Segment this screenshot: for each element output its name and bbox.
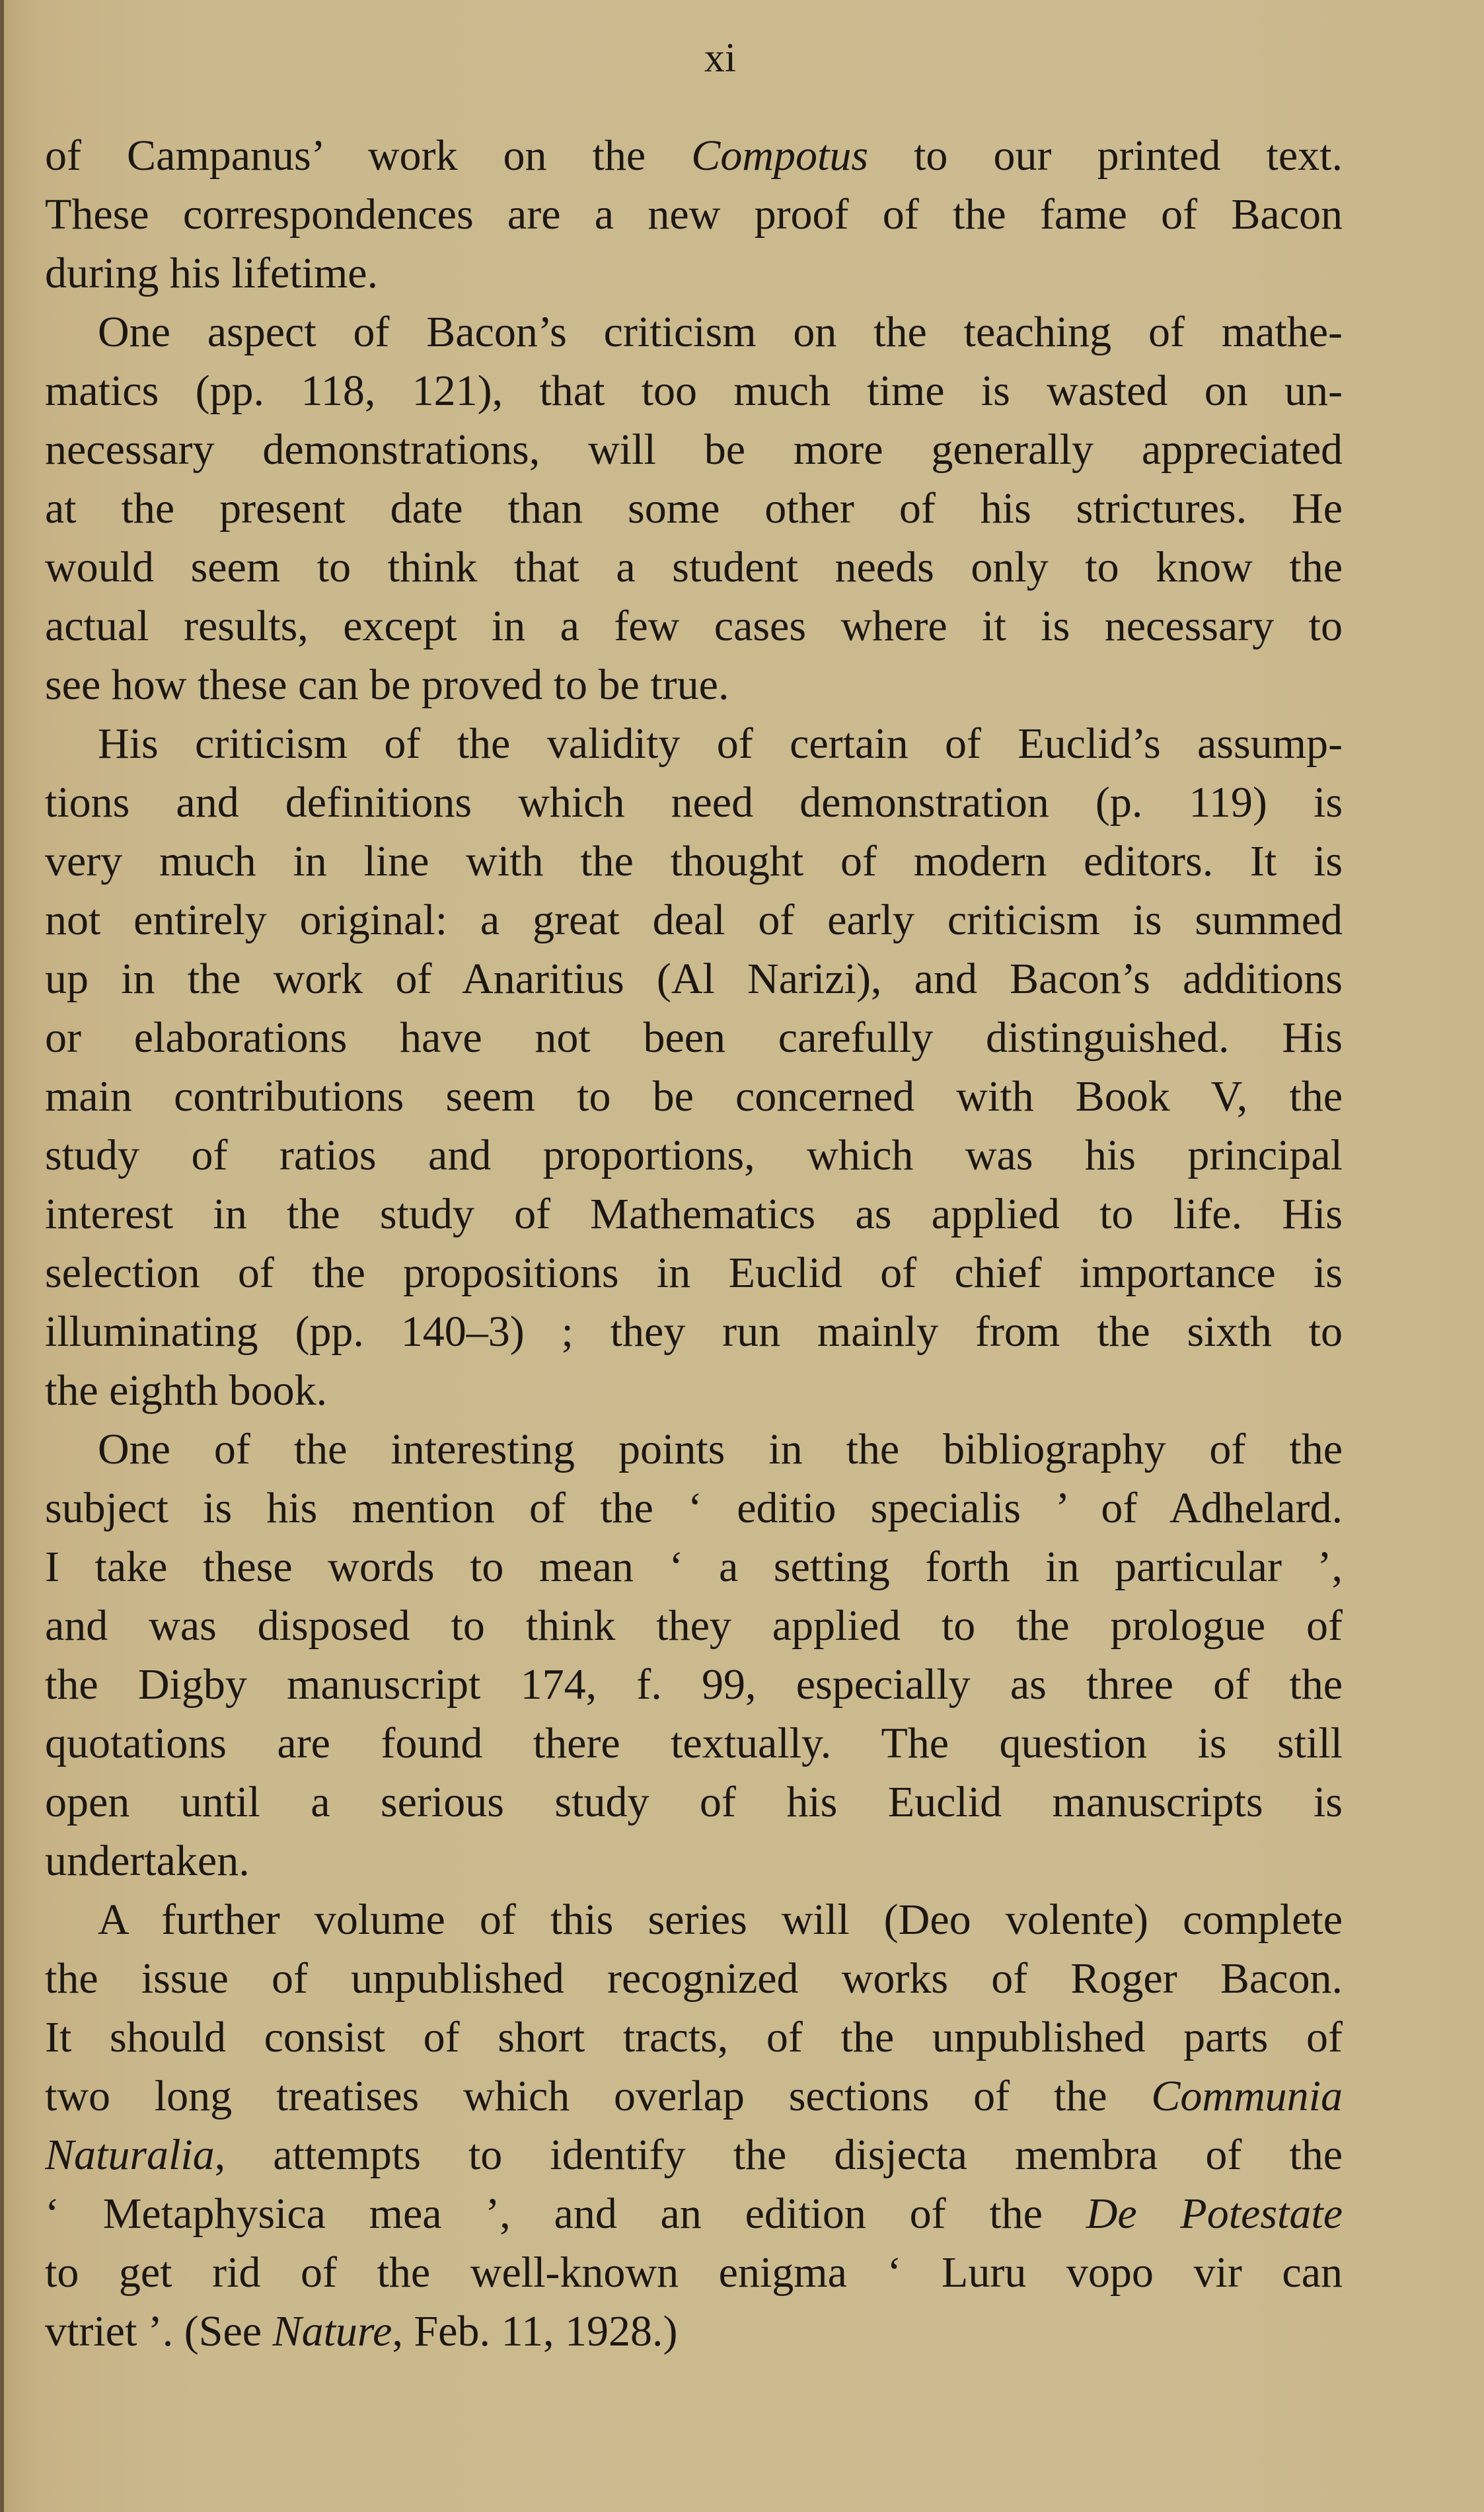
text-line	[45, 479, 1343, 538]
text-segment: the issue of unpublished recognized works of Roger Bacon.	[45, 1954, 1343, 2003]
body-text	[45, 126, 1343, 2361]
text-segment: actual results, except in a few cases where it is necessary to	[45, 602, 1343, 650]
text-line	[45, 1243, 1343, 1302]
text-segment: to our printed text.	[868, 131, 1343, 180]
page-edge	[0, 0, 4, 2512]
text-segment: quotations are found there textually. The question is still	[45, 1719, 1343, 1767]
text-segment: study of ratios and proportions, which was his principal	[45, 1131, 1343, 1179]
text-segment: These correspondences are a new proof of the fame of Bacon	[45, 190, 1343, 239]
italic-text: De Potestate	[1086, 2190, 1343, 2238]
text-line	[45, 1596, 1343, 1655]
text-line	[45, 2067, 1343, 2125]
text-segment: It should consist of short tracts, of the unpublished parts of	[45, 2013, 1343, 2061]
italic-text: Naturalia	[45, 2131, 215, 2179]
text-line	[45, 361, 1343, 420]
text-segment: subject is his mention of the ‘ editio specialis ’ of Adhelard.	[45, 1484, 1343, 1532]
text-line	[45, 185, 1343, 244]
text-segment: very much in line with the thought of modern editors. It is	[45, 837, 1343, 885]
text-line	[45, 1126, 1343, 1185]
text-line	[45, 1949, 1343, 2008]
text-line	[45, 2125, 1343, 2184]
page-number-text: xi	[704, 36, 737, 81]
text-line	[45, 2008, 1343, 2067]
text-segment: would seem to think that a student needs only to know the	[45, 543, 1343, 591]
text-segment: , Feb. 11, 1928.)	[392, 2307, 678, 2355]
text-segment: two long treatises which overlap sections of the	[45, 2072, 1152, 2120]
text-line	[45, 655, 1343, 714]
text-segment: during his lifetime.	[45, 249, 379, 297]
text-line	[45, 832, 1343, 891]
text-segment: illuminating (pp. 140–3) ; they run mainly from the sixth to	[45, 1308, 1343, 1356]
text-segment: tions and definitions which need demonstration (p. 119) is	[45, 778, 1343, 827]
text-line	[45, 1361, 1343, 1420]
italic-text: Communia	[1151, 2072, 1343, 2120]
text-segment: the Digby manuscript 174, f. 99, especially as three of the	[45, 1660, 1343, 1709]
text-line	[45, 1773, 1343, 1831]
text-line	[45, 2184, 1343, 2243]
text-line	[45, 597, 1343, 655]
text-line	[45, 1420, 1343, 1479]
text-line	[45, 2302, 1343, 2361]
text-segment: open until a serious study of his Euclid manuscripts is	[45, 1778, 1343, 1826]
text-line	[45, 891, 1343, 949]
text-line	[45, 949, 1343, 1008]
text-line	[45, 244, 1343, 303]
text-segment: and was disposed to think they applied to the prologue of	[45, 1602, 1343, 1650]
text-segment: or elaborations have not been carefully distinguished. His	[45, 1014, 1343, 1062]
text-segment: , attempts to identify the disjecta membra of the	[214, 2131, 1343, 2179]
text-segment: main contributions seem to be concerned with Book V, the	[45, 1072, 1343, 1121]
text-segment: up in the work of Anaritius (Al Narizi), and Bacon’s additions	[45, 955, 1343, 1003]
text-line	[45, 714, 1343, 773]
text-segment: selection of the propositions in Euclid of chief importance is	[45, 1249, 1343, 1297]
text-line	[45, 420, 1343, 479]
text-segment: at the present date than some other of his strictures. He	[45, 484, 1343, 533]
text-segment: One of the interesting points in the bibliography of the	[98, 1425, 1343, 1473]
text-line	[45, 1479, 1343, 1537]
text-line	[45, 1655, 1343, 1714]
text-line	[45, 1302, 1343, 1361]
text-segment: the eighth book.	[45, 1366, 328, 1415]
text-segment: matics (pp. 118, 121), that too much time is wasted on un-	[45, 367, 1343, 415]
text-line	[45, 1714, 1343, 1773]
text-line	[45, 1537, 1343, 1596]
text-line	[45, 126, 1343, 185]
text-segment: not entirely original: a great deal of early criticism is summed	[45, 896, 1343, 944]
text-segment: undertaken.	[45, 1837, 250, 1885]
text-line	[45, 1067, 1343, 1126]
text-segment: of Campanus’ work on the	[45, 131, 692, 180]
text-segment: vtriet ’. (See	[45, 2307, 273, 2355]
text-segment: to get rid of the well-known enigma ‘ Luru vopo vir can	[45, 2248, 1343, 2297]
text-segment: ‘ Metaphysica mea ’, and an edition of the	[45, 2190, 1086, 2238]
text-line	[45, 538, 1343, 597]
italic-text: Compotus	[691, 131, 869, 180]
text-line	[45, 303, 1343, 361]
page-number	[0, 32, 1484, 85]
text-line	[45, 2243, 1343, 2302]
text-line	[45, 773, 1343, 832]
text-line	[45, 1831, 1343, 1890]
text-line	[45, 1008, 1343, 1067]
text-segment: I take these words to mean ‘ a setting forth in particular ’,	[45, 1543, 1343, 1591]
text-segment: see how these can be proved to be true.	[45, 661, 729, 709]
text-segment: One aspect of Bacon’s criticism on the teaching of mathe-	[98, 308, 1343, 356]
text-segment: His criticism of the validity of certain of Euclid’s assump-	[98, 720, 1343, 768]
text-line	[45, 1890, 1343, 1949]
text-segment: necessary demonstrations, will be more generally appreciated	[45, 425, 1343, 474]
text-segment: A further volume of this series will (Deo volente) complete	[98, 1896, 1343, 1944]
text-segment: interest in the study of Mathematics as applied to life. His	[45, 1190, 1343, 1238]
italic-text: Nature	[272, 2307, 392, 2355]
text-line	[45, 1185, 1343, 1243]
